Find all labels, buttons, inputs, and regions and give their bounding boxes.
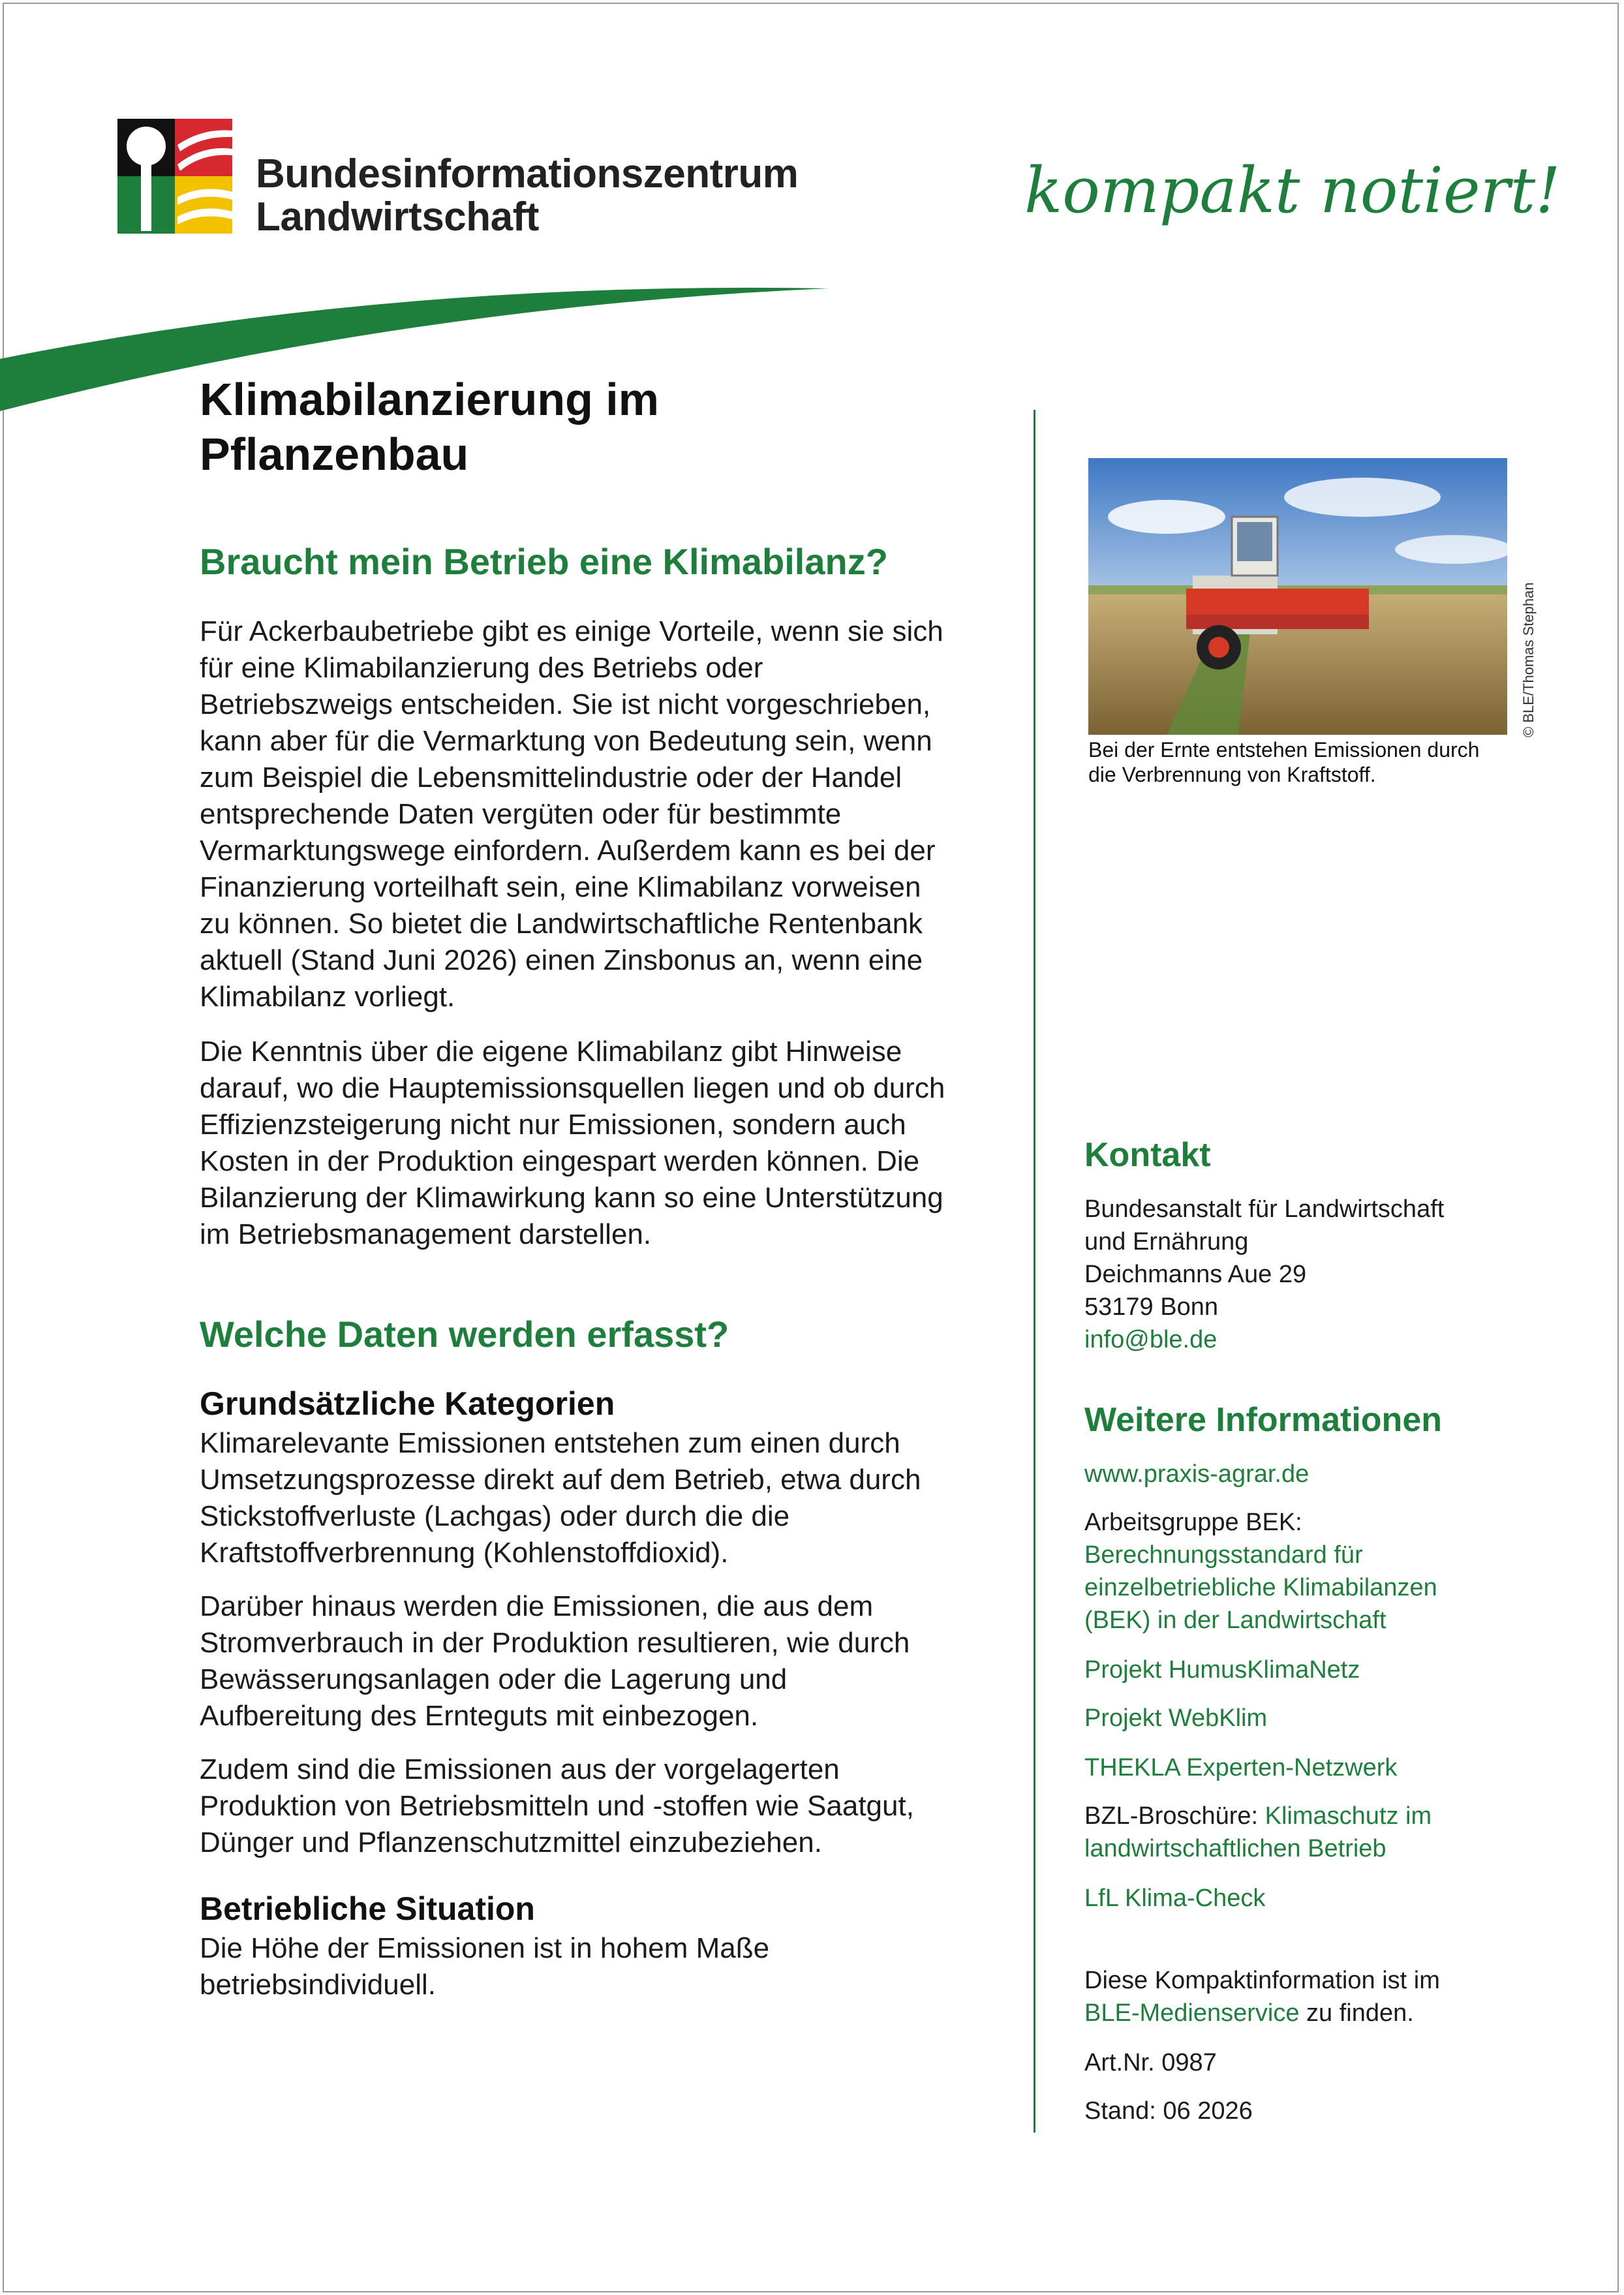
address-line: 53179 Bonn — [1084, 1293, 1218, 1321]
link-praxis-agrar[interactable] — [1084, 1458, 1541, 1490]
text-line: kann aber für die Vermarktung von Bedeutung sein, wenn — [200, 725, 932, 757]
paragraph — [200, 1034, 1009, 1253]
sidebar-heading: Weitere Informationen — [1084, 1401, 1443, 1439]
subheading-kategorien — [200, 1385, 1009, 1423]
text-line: zum Beispiel die Lebensmittelindustrie oder der Handel — [200, 762, 902, 793]
link-thekla[interactable] — [1084, 1751, 1541, 1784]
address-line: Bundesanstalt für Landwirtschaft — [1084, 1195, 1445, 1223]
link-text[interactable]: www.praxis-agrar.de — [1084, 1460, 1310, 1488]
stand-text: Stand: 06 2026 — [1084, 2097, 1253, 2125]
paragraph — [200, 1930, 1009, 2003]
text-line: Dünger und Pflanzenschutzmittel einzubeziehen. — [200, 1826, 822, 1858]
section-heading: Welche Daten werden erfasst? — [200, 1314, 729, 1355]
text-line: Klimabilanz vorliegt. — [200, 981, 455, 1013]
link-lfl-klimacheck[interactable] — [1084, 1882, 1541, 1915]
text-line: Bilanzierung der Klimawirkung kann so eine Unterstützung — [200, 1182, 943, 1214]
text-line: Klimarelevante Emissionen entstehen zum einen durch — [200, 1427, 900, 1459]
text-line: darauf, wo die Hauptemissionsquellen liegen und ob durch — [200, 1072, 945, 1104]
text-line: Umsetzungsprozesse direkt auf dem Betrieb, etwa durch — [200, 1464, 921, 1496]
text-line: betriebsindividuell. — [200, 1969, 436, 2001]
footer-text: Diese Kompaktinformation ist im — [1084, 1967, 1440, 1994]
stand-date — [1084, 2095, 1541, 2127]
section-heading: Braucht mein Betrieb eine Klimabilanz? — [200, 541, 888, 582]
text-line: aktuell (Stand Juni 2026) einen Zinsbonus an, wenn eine — [200, 944, 923, 976]
link-webklim[interactable] — [1084, 1702, 1541, 1734]
artnr-text: Art.Nr. 0987 — [1084, 2049, 1217, 2076]
subheading: Betriebliche Situation — [200, 1890, 535, 1927]
footer-text: zu finden. — [1299, 1999, 1414, 2027]
column-divider — [1034, 410, 1035, 2133]
more-info-heading — [1084, 1400, 1541, 1440]
bzl-logo — [117, 119, 232, 234]
text-line: im Betriebsmanagement darstellen. — [200, 1218, 652, 1250]
text-line: für eine Klimabilanzierung des Betriebs oder — [200, 652, 763, 684]
text-line: Stickstoffverluste (Lachgas) oder durch die die — [200, 1500, 790, 1532]
link-text[interactable]: Projekt WebKlim — [1084, 1704, 1268, 1732]
subheading-situation — [200, 1890, 1009, 1928]
paragraph — [200, 1425, 1009, 1571]
address-line: und Ernährung — [1084, 1228, 1249, 1255]
label: Arbeitsgruppe BEK: — [1084, 1509, 1302, 1536]
bzl-link[interactable]: landwirtschaftlichen Betrieb — [1084, 1835, 1387, 1862]
text-line: Die Höhe der Emissionen ist in hohem Maße — [200, 1932, 770, 1964]
caption-line: die Verbrennung von Kraftstoff. — [1088, 763, 1376, 786]
text-line: Aufbereitung des Ernteguts mit einbezogen. — [200, 1700, 759, 1732]
org-line1: Bundesinformationszentrum — [256, 151, 799, 196]
paragraph — [200, 1751, 1009, 1861]
contact-heading — [1084, 1135, 1541, 1175]
text-line: Zudem sind die Emissionen aus der vorgelagerten — [200, 1753, 840, 1785]
text-line: entsprechende Daten vergüten oder für bestimmte — [200, 798, 842, 830]
text-line: Bewässerungsanlagen oder die Lagerung und — [200, 1663, 788, 1695]
contact-block — [1084, 1193, 1541, 1356]
title-line1: Klimabilanzierung im — [200, 374, 659, 425]
text-line: Betriebszweigs entscheiden. Sie ist nicht vorgeschrieben, — [200, 688, 931, 720]
bek-block — [1084, 1506, 1541, 1637]
section-klimabilanz — [200, 540, 1009, 583]
medienservice-link[interactable]: BLE-Medienservice — [1084, 1999, 1300, 2027]
footer-line — [1084, 1997, 1541, 2029]
email-link[interactable]: info@ble.de — [1084, 1326, 1218, 1353]
text-line: Kosten in der Produktion eingespart werden können. Die — [200, 1145, 920, 1177]
bzl-link[interactable]: Klimaschutz im — [1264, 1802, 1432, 1830]
page-title — [200, 372, 659, 482]
link-humusklimanetz[interactable] — [1084, 1654, 1541, 1686]
text-line: Produktion von Betriebsmitteln und -stoffen wie Saatgut, — [200, 1790, 914, 1822]
org-name — [256, 153, 798, 239]
bek-link[interactable]: (BEK) in der Landwirtschaft — [1084, 1607, 1387, 1634]
text-line: Stromverbrauch in der Produktion resultieren, wie durch — [200, 1627, 910, 1659]
bek-link[interactable]: einzelbetriebliche Klimabilanzen — [1084, 1574, 1437, 1601]
link-text[interactable]: LfL Klima-Check — [1084, 1885, 1266, 1912]
text-line: Finanzierung vorteilhaft sein, eine Klimabilanz vorweisen — [200, 871, 921, 903]
address-line: Deichmanns Aue 29 — [1084, 1261, 1307, 1288]
text-line: Effizienzsteigerung nicht nur Emissionen, sondern auch — [200, 1109, 906, 1141]
title-line2: Pflanzenbau — [200, 429, 469, 480]
bzl-line — [1084, 1800, 1541, 1832]
text-line: Für Ackerbaubetriebe gibt es einige Vorteile, wenn sie sich — [200, 615, 943, 647]
section-daten — [200, 1313, 1009, 1355]
slogan: kompakt notiert! — [1024, 154, 1561, 227]
photo-credit: © BLE/Thomas Stephan — [1520, 582, 1537, 737]
text-line: Kraftstoffverbrennung (Kohlenstoffdioxid). — [200, 1537, 729, 1569]
bzl-block — [1084, 1800, 1541, 1865]
label: BZL-Broschüre: — [1084, 1802, 1265, 1830]
text-line: Die Kenntnis über die eigene Klimabilanz gibt Hinweise — [200, 1036, 902, 1068]
paragraph — [200, 1588, 1009, 1734]
article-number — [1084, 2046, 1541, 2079]
link-text[interactable]: Projekt HumusKlimaNetz — [1084, 1656, 1360, 1684]
org-line2: Landwirtschaft — [256, 194, 539, 239]
footer-block — [1084, 1964, 1541, 2029]
sidebar-heading: Kontakt — [1084, 1136, 1211, 1174]
text-line: Darüber hinaus werden die Emissionen, die aus dem — [200, 1590, 874, 1622]
subheading: Grundsätzliche Kategorien — [200, 1385, 615, 1422]
text-line: Vermarktungswege einfordern. Außerdem kann es bei der — [200, 835, 936, 867]
harvest-photo — [1088, 458, 1507, 735]
bek-link[interactable]: Berechnungsstandard für — [1084, 1541, 1363, 1569]
caption-line: Bei der Ernte entstehen Emissionen durch — [1088, 738, 1480, 762]
link-text[interactable]: THEKLA Experten-Netzwerk — [1084, 1754, 1398, 1781]
photo-caption — [1088, 737, 1506, 787]
paragraph — [200, 613, 1009, 1015]
text-line: zu können. So bietet die Landwirtschaftliche Rentenbank — [200, 908, 923, 940]
